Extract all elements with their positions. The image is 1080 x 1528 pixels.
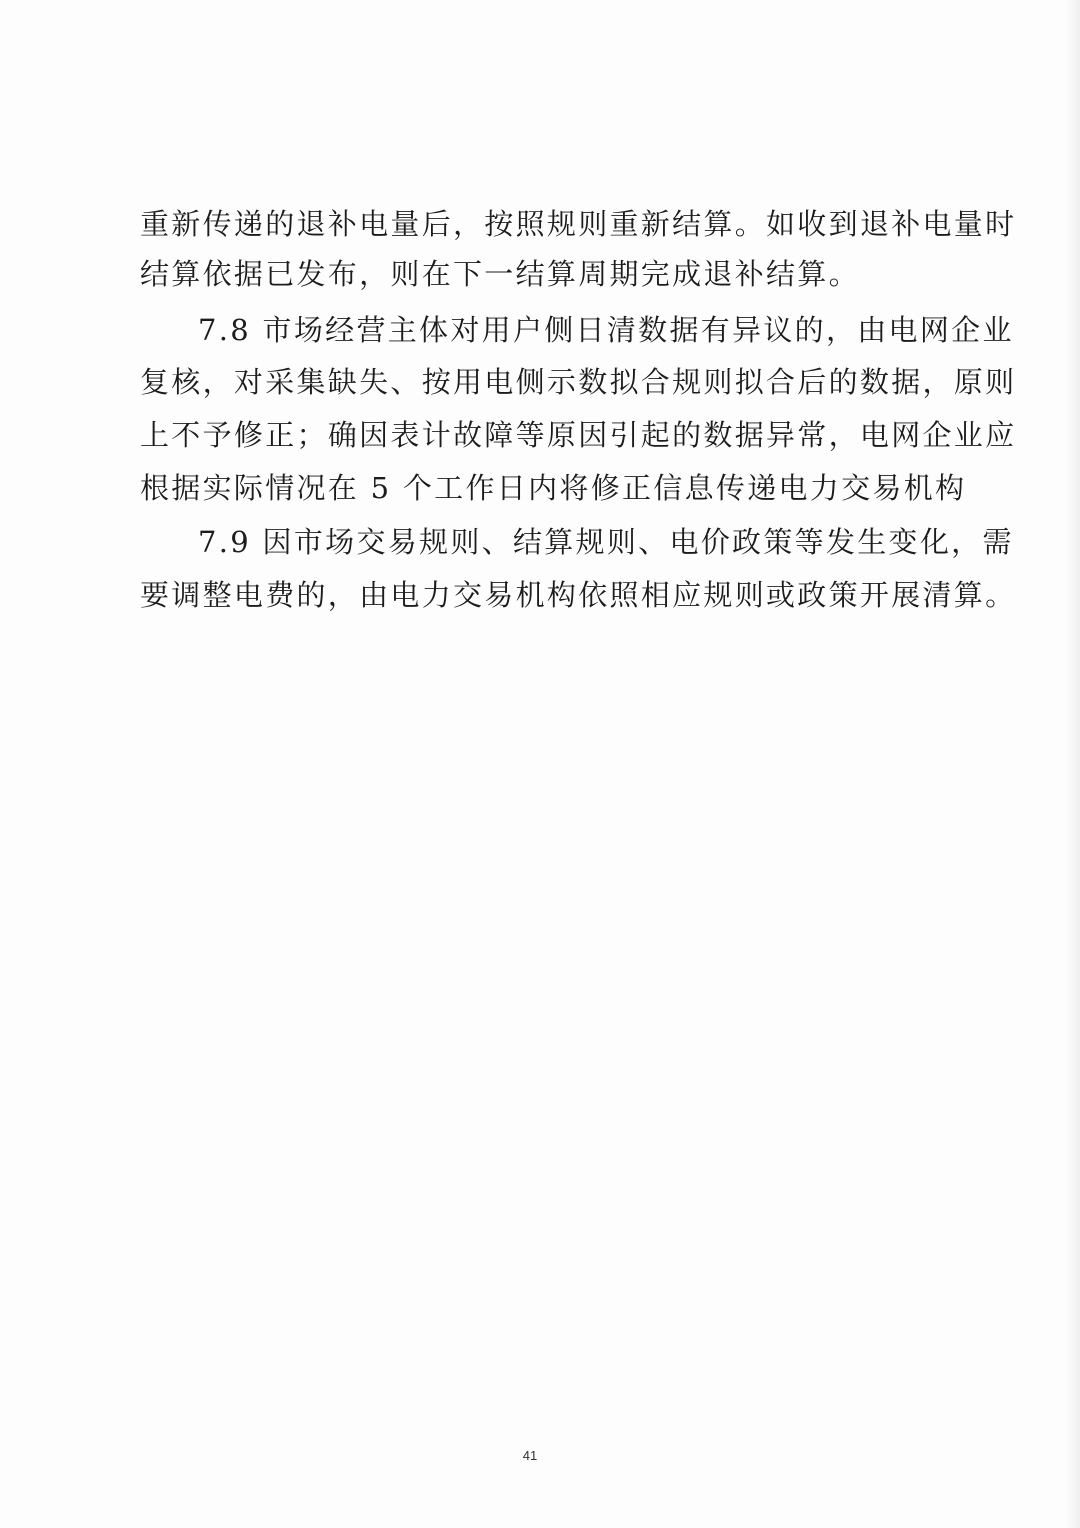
scan-edge-shadow — [1066, 0, 1080, 1528]
page-number: 41 — [522, 1448, 538, 1463]
text-line-3: 7.8 市场经营主体对用户侧日清数据有异议的，由电网企业 — [198, 313, 1014, 347]
text-line-1: 重新传递的退补电量后，按照规则重新结算。如收到退补电量时 — [140, 207, 1017, 241]
text-line-6: 根据实际情况在 5 个工作日内将修正信息传递电力交易机构 — [140, 471, 967, 505]
text-line-7: 7.9 因市场交易规则、结算规则、电价政策等发生变化，需 — [198, 525, 1014, 559]
text-line-4: 复核，对采集缺失、按用电侧示数拟合规则拟合后的数据，原则 — [140, 365, 1017, 399]
text-line-8: 要调整电费的，由电力交易机构依照相应规则或政策开展清算。 — [140, 578, 1017, 612]
text-line-5: 上不予修正；确因表计故障等原因引起的数据异常，电网企业应 — [140, 418, 1017, 452]
text-line-2: 结算依据已发布，则在下一结算周期完成退补结算。 — [140, 257, 860, 291]
